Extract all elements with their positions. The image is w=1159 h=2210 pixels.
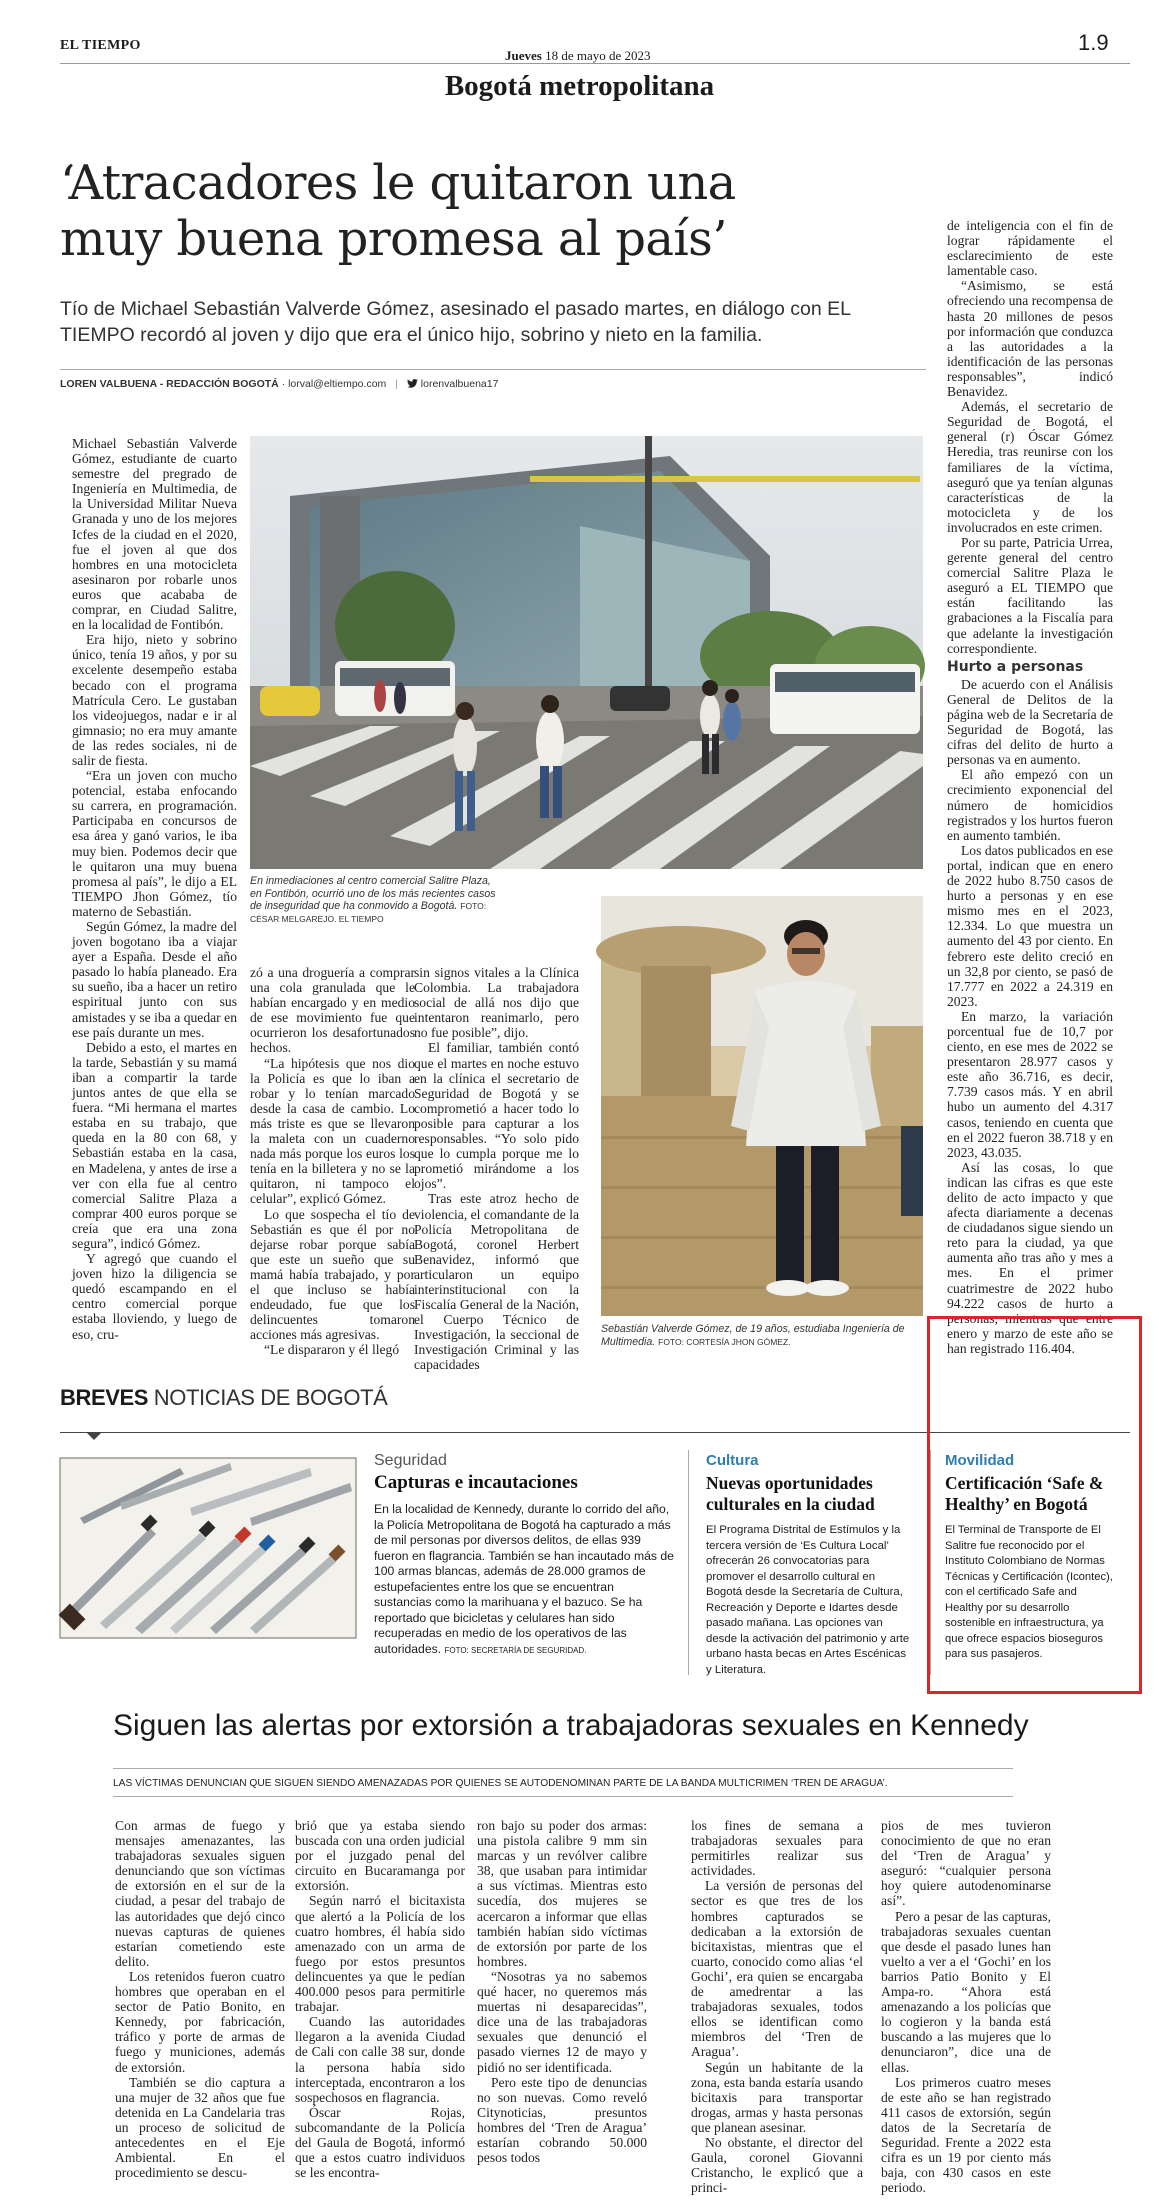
paragraph: No obstante, el director del Gaula, coronel Giovanni Cristancho, le explicó que a princi- [691, 2134, 863, 2196]
main-subhead: Tío de Michael Sebastián Valverde Gómez, asesinado el pasado martes, en diálogo con EL TIEMPO recordó al joven y dijo que era el único hijo, sobrino y nieto en la familia. [60, 298, 851, 346]
paragraph: “Era un joven con mucho potencial, estaba enfocando su carrera, en programación. Participaba en concursos de esa área y ganó varios, le iba muy bien. Podemos decir que le quitaron una muy buena promesa al país”, le dijo a EL TIEMPO Jhon Gómez, tío materno de Sebastián. [72, 768, 237, 919]
brief-category: Seguridad [374, 1452, 447, 1469]
main-headline [60, 155, 736, 267]
byline-rule [60, 369, 926, 370]
second-article-col4 [691, 1818, 863, 2204]
second-article-col2 [295, 1818, 465, 2204]
paragraph: Por su parte, Patricia Urrea, gerente general del centro comercial Salitre Plaza le aseguró a EL TIEMPO que están facilitando las grabaciones a la Fiscalía para que adelante la investigación correspondiente. [947, 534, 1113, 656]
breves-label-bold: BREVES [60, 1385, 149, 1410]
paragraph: El año empezó con un crecimiento exponencial del número de homicidios registrados y los hurtos fueron en aumento también. [947, 767, 1113, 843]
paragraph: “La hipótesis que nos dio la Policía es que lo iban a robar y lo tenían marcado desde la casa de cambio. Lo más triste es que se llevaron la maleta con un cuaderno nada más porque los euros los tenía en la billetera y no se la quitaron, ni tampoco el celular”, explicó Gómez. [250, 1055, 415, 1207]
byline-divider: | [395, 378, 398, 390]
paragraph: Y agregó que cuando el joven hizo la diligencia se quedó escampando en el centro comercial porque estaba lloviendo, y luego de eso, cru- [72, 1251, 237, 1342]
second-article-col1 [115, 1818, 285, 2204]
second-headline: Siguen las alertas por extorsión a trabajadoras sexuales en Kennedy [113, 1709, 1029, 1742]
brief-title: Nuevas oportunidades culturales en la ciudad [706, 1473, 875, 1514]
paragraph: Los retenidos fueron cuatro hombres que operaban en el sector de Patio Bonito, en Kennedy, por fabricación, tráfico y porte de armas de fuego y municiones, además de extorsión. [115, 1968, 285, 2075]
second-rule-bottom [113, 1796, 1013, 1797]
photo1-caption [250, 875, 502, 925]
byline-twitter: lorenvalbuena17 [420, 378, 499, 390]
brief-body [374, 1502, 674, 1658]
byline-author: LOREN VALBUENA - REDACCIÓN BOGOTÁ [60, 378, 279, 390]
paragraph: Según un habitante de la zona, esta banda estaría usando bicitaxis para transportar drogas, armas y hasta personas que planean asesinar. [691, 2059, 863, 2135]
issue-date [505, 48, 651, 64]
paragraph: de inteligencia con el fin de lograr rápidamente el esclarecimiento de este lamentable caso. [947, 218, 1113, 279]
paragraph: Además, el secretario de Seguridad de Bogotá, el general (r) Óscar Gómez Heredia, tras reunirse con los familiares de la víctima, aseguró que ya tenían algunas características de la motocicleta y de los involucrados en este crimen. [947, 399, 1113, 535]
main-headline-line2: muy buena promesa al país’ [60, 211, 727, 267]
second-article-col3 [477, 1818, 647, 2204]
main-article-col2 [250, 965, 415, 1358]
paragraph: pios de mes tuvieron conocimiento de que no eran del ‘Tren de Aragua’ y aseguró: “cualquier persona hoy quiere autodenominarse así”. [881, 1818, 1051, 1909]
paragraph: “Le dispararon y él llegó [264, 1342, 400, 1358]
paragraph: Según Gómez, la madre del joven bogotano iba a viajar ayer a España. Desde el año pasado lo había planeado. Era su sueño, iba a hacer un retiro espiritual junto con sus amistades y se iba a quedar en ese país durante un mes. [72, 919, 237, 1040]
twitter-icon [407, 379, 418, 388]
paragraph: La versión de personas del sector es que tres de los hombres capturados se dedicaban a la extorsión de bicitaxistas, mientras que el cuarto, conocido como alias ‘el Gochi’, era quien se encargaba de amedrentar a las trabajadoras sexuales, todos ellos se identifican como miembros del ‘Tren de Aragua’. [691, 1878, 863, 2060]
photo2-caption-text: Sebastián Valverde Gómez, de 19 años, estudiaba Ingeniería de Multimedia. [601, 1323, 905, 1348]
paragraph: Con armas de fuego y mensajes amenazantes, las trabajadoras sexuales siguen denunciando que son víctimas de extorsión en el sur de la ciudad, a pesar del trabajo de las autoridades que dejó cinco nuevas capturas de quienes estarían cometiendo este delito. [115, 1818, 285, 1969]
paragraph: zó a una droguería a comprar una cola granulada que le habían encargado y en medio de ese movimiento fue que ocurrieron los desafortunados hechos. [250, 965, 415, 1056]
paragraph: ron bajo su poder dos armas: una pistola calibre 9 mm sin marcas y un revólver calibre 38, que usaban para intimidar a sus víctimas. Mientras esto sucedía, dos mujeres se acercaron a informar que ellas también habían sido víctimas de extorsión por parte de los hombres. [477, 1818, 647, 1969]
paragraph: Tras este atroz hecho de violencia, el comandante de la Policía Metropolitana de Bogotá, coronel Herbert Benavidez, informó que articularon un equipo interinstitucional con la Fiscalía General de la Nación, el Cuerpo Técnico de Investigación, la seccional de Investigación Criminal y las capacidades [414, 1191, 579, 1373]
paragraph: Así las cosas, lo que indican las cifras es que este delito de acto impacto y que afecta diariamente a decenas de ciudadanos sigue siendo un reto para la ciudad, ya que aumenta año tras año y mes a mes. En el primer cuatrimestre de 2022 hubo 94.222 casos de hurto a personas, mientras que entre enero y marzo de este año se han registrado 116.404. [947, 1159, 1113, 1356]
second-article-col5 [881, 1818, 1051, 2204]
brief-body: El Terminal de Transporte de El Salitre fue reconocido por el Instituto Colombiano de Normas Técnicas y Certificación (Icontec), con el certificado Safe and Healthy por su desarrollo sostenible en infraestructura, ya que ofrece espacios bioseguros para sus pasajeros. [945, 1524, 1113, 1660]
highlight-box [927, 1316, 1142, 1694]
main-headline-line1: ‘Atracadores le quitaron una [60, 155, 736, 211]
photo1-caption-text: En inmediaciones al centro comercial Salitre Plaza, en Fontibón, ocurrió uno de los más recientes casos de inseguridad que ha conmovido a Bogotá. [250, 875, 496, 912]
paragraph: “Nosotras ya no sabemos qué hacer, no queremos más muertas ni desaparecidas”, dice una de las trabajadoras sexuales que denunció el pasado viernes 12 de mayo y pidió no ser identificada. [477, 1968, 647, 2075]
section-title: Bogotá metropolitana [444, 70, 715, 102]
issue-date-rest: 18 de mayo de 2023 [545, 48, 651, 63]
paragraph: El familiar, también contó que el martes en noche estuvo en la clínica el secretario de Seguridad de Bogotá y se comprometió a hacer todo lo posible para capturar a los responsables. “Yo solo pido que lo cumpla porque me lo prometió mirándome a los ojos”. [414, 1040, 579, 1192]
paragraph: Según narró el bicitaxista que alertó a la Policía de los cuatro hombres, él había sido amenazado con un arma de fuego por estos presuntos delincuentes ya que le pedían 400.000 pesos para permitirle trabajar. [295, 1893, 465, 2015]
page-number: 1.9 [1078, 30, 1109, 55]
brief-seguridad [374, 1452, 674, 1658]
paragraph: Debido a esto, el martes en la tarde, Sebastián y su mamá iban a compartir la tarde juntos antes de que ella se fuera. “Mi hermana el martes estaba en su trabajo, que queda en la 80 con 68, y Sebastián estaba en la casa, en Madelena, y antes de irse a ver con ella fue al centro comercial Salitre Plaza a comprar 400 euros porque se creía que era una zona segura”, indicó Gómez. [72, 1039, 237, 1251]
paragraph: En marzo, la variación porcentual fue de 10,7 por ciento, en ese mes de 2022 se presentaron 28.977 casos y este año 36.716, es decir, 7.739 casos más. Y en abril hubo un aumento del 4.317 casos, teniendo en cuenta que en el 2022 fueron 38.718 y en 2023, 43.035. [947, 1008, 1113, 1160]
paragraph: De acuerdo con el Análisis General de Delitos de la página web de la Secretaría de Seguridad de Bogotá, las cifras del delito de hurto a personas va en aumento. [947, 676, 1113, 768]
brief-credit: FOTO: SECRETARÍA DE SEGURIDAD. [444, 1645, 587, 1655]
brief-category: Cultura [706, 1452, 759, 1469]
paragraph: Cuando las autoridades llegaron a la avenida Ciudad de Cali con calle 38 sur, donde la persona había sido interceptada, encontraron a los sospechosos en flagrancia. [295, 2014, 465, 2105]
breves-label-light: NOTICIAS DE BOGOTÁ [153, 1385, 388, 1410]
paragraph: Los datos publicados en ese portal, indican que en enero de 2022 hubo 8.750 casos de hurto a personas y en ese mismo mes en el 2023, 12.334. Lo que muestra un aumento del 43 por ciento. En febrero este delito creció en un 32,8 por ciento, se pasó de 17.777 en 2022 a 24.319 en 2023. [947, 842, 1113, 1009]
breves-label [60, 1385, 387, 1411]
brief-body-text: En la localidad de Kennedy, durante lo corrido del año, la Policía Metropolitana de Bogotá ha capturado a más de mil personas por diversos delitos, de ellas 939 fueron en flagrancia. También se han incautado más de 100 armas blancas, además de 28.000 gramos de estupefacientes entre los que se encuentran sustancias como la marihuana y el bazuco. Se ha reportado que bicicletas y celulares han sido recuperadas en medio de los operativos de las autoridades. [374, 1502, 674, 1656]
breves-notch [86, 1432, 102, 1440]
paragraph: “Asimismo, se está ofreciendo una recompensa de hasta 20 millones de pesos por información que conduzca a las autoridades a la identificación de las personas responsables”, indicó Benavidez. [947, 278, 1113, 400]
paragraph: Michael Sebastián Valverde Gómez, estudiante de cuarto semestre del pregrado de Ingeniería en Multimedia, de la Universidad Militar Nueva Granada y uno de los mejores Icfes de la ciudad en el 2020, fue el joven al que dos hombres en una motocicleta asesinaron por robarle unos euros que acababa de comprar, en Ciudad Salitre, en la localidad de Fontibón. [72, 436, 237, 633]
paragraph: Los primeros cuatro meses de este año se han registrado 411 casos de extorsión, según datos de la Secretaría de Seguridad. Frente a 2022 esta cifra es un 19 por ciento más baja, con 430 casos en este periodo. [881, 2074, 1051, 2196]
photo-knives [60, 1458, 356, 1638]
brief-category: Movilidad [945, 1452, 1015, 1469]
brief-title: Certificación ‘Safe & Healthy’ en Bogotá [945, 1473, 1104, 1514]
paragraph: Pero a pesar de las capturas, trabajadoras sexuales cuentan que desde el pasado lunes han vuelto a ver a el ‘Gochi’ en los barrios Patio Bonito y El Ampa-ro. “Ahora está amenazando a los policías que lo cogieron y la banda está buscando a las mujeres que lo denunciaron”, dice una de ellas. [881, 1908, 1051, 2075]
brief-title: Capturas e incautaciones [374, 1472, 578, 1493]
photo2-caption [601, 1323, 923, 1348]
brief-cultura [706, 1452, 914, 1678]
main-article-col1 [72, 436, 237, 1344]
header-rule [60, 63, 1130, 64]
photo-sebastian [601, 896, 923, 1316]
paragraph: Pero este tipo de denuncias no son nuevas. Como reveló Citynoticias, presuntos hombres del ‘Tren de Aragua’ estarían cobrando 50.000 pesos todos [477, 2074, 647, 2166]
issue-date-day: Jueves [505, 48, 542, 63]
paragraph: Era hijo, nieto y sobrino único, tenía 19 años, y por su excelente desempeño estaba becado con el programa Matrícula Cero. Le gustaban los videojuegos, nadar e ir al gimnasio; no era muy amante de las redes sociales, ni de salir de fiesta. [72, 632, 237, 768]
brief-body: El Programa Distrital de Estímulos y la tercera versión de ‘Es Cultura Local’ ofrecerán 26 convocatorias para promover el desarrollo cultural en Bogotá desde la Secretaría de Cultura, Recreación y Deporte e Idartes desde pasado mañana. Las opciones van desde la activación del patrimonio y arte urbano hasta becas en Artes Escénicas y Literatura. [706, 1524, 910, 1676]
paragraph: brió que ya estaba siendo buscada con una orden judicial por el juzgado penal del circuito en Bucaramanga por extorsión. [295, 1818, 465, 1894]
paragraph: sin signos vitales a la Clínica Colombia. La trabajadora social de allá nos dijo que intentaron reanimarlo, pero no fue posible”, dijo. [414, 965, 579, 1041]
paragraph: También se dio captura a una mujer de 32 años que fue detenida en La Candelaria tras un proceso de solicitud de antecedentes en el Eje Ambiental. En el procedimiento se descu- [115, 2074, 285, 2181]
paragraph: Óscar Rojas, subcomandante de la Policía del Gaula de Bogotá, informó que a estos cuatro individuos se les encontra- [295, 2104, 465, 2181]
second-rule-top [113, 1768, 1013, 1769]
main-article-col4 [947, 218, 1113, 1356]
byline-email: · lorval@eltiempo.com [281, 378, 387, 390]
paragraph: Lo que sospecha el tío de Sebastián es que él por no dejarse robar porque sabía que este un sueño que su mamá había trabajado, y por el que incluso se había endeudado, fue que los delincuentes tomaron acciones más agresivas. [250, 1206, 415, 1343]
photo1-credit: FOTO: CÉSAR MELGAREJO. EL TIEMPO [250, 901, 487, 924]
second-deck: LAS VÍCTIMAS DENUNCIAN QUE SIGUEN SIENDO AMENAZADAS POR QUIENES SE AUTODENOMINAN PARTE DE LA BANDA MULTICRIMEN ‘TREN DE ARAGUA’. [113, 1778, 888, 1789]
brand-name: EL TIEMPO [60, 38, 141, 53]
subheading-hurto: Hurto a personas [947, 658, 1084, 675]
byline [60, 378, 498, 390]
breves-divider [688, 1450, 689, 1675]
paragraph: los fines de semana a trabajadoras sexuales para permitirles realizar sus actividades. [691, 1818, 863, 1879]
main-article-col3 [414, 965, 579, 1373]
photo2-credit: FOTO: CORTESÍA JHON GÓMEZ. [658, 1336, 791, 1347]
photo-salitre-plaza [250, 436, 923, 869]
